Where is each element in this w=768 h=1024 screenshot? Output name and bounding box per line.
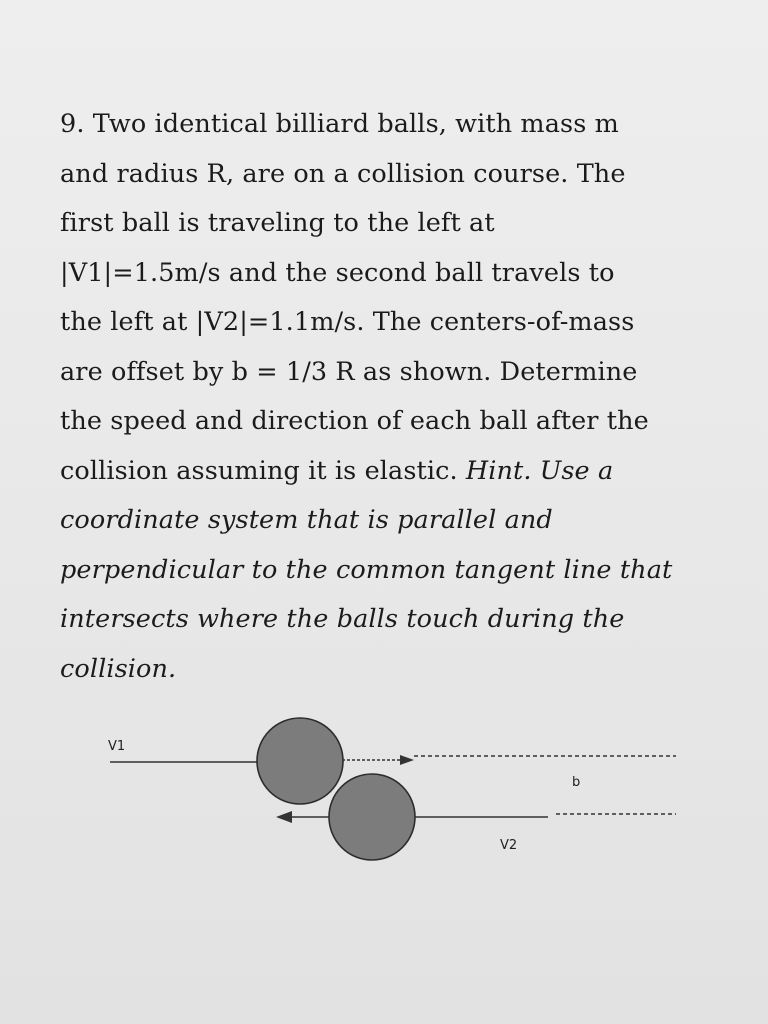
hint-line: collision. — [60, 653, 177, 684]
ball1-arrowhead — [400, 755, 414, 765]
ball-2 — [329, 774, 415, 860]
v1-label: V1 — [108, 739, 126, 754]
problem-line-text: collision assuming it is elastic. — [60, 455, 466, 486]
collision-diagram — [0, 700, 768, 880]
problem-line-mixed — [60, 447, 740, 497]
v2-label: V2 — [500, 838, 518, 853]
problem-line: the left at |V2|=1.1m/s. The centers-of-mass — [60, 307, 635, 337]
problem-line: 9. Two identical billiard balls, with mass m — [60, 109, 619, 139]
ball-1 — [257, 718, 343, 804]
problem-text — [60, 100, 740, 694]
problem-line: the speed and direction of each ball after the — [60, 406, 649, 436]
ball2-arrowhead — [276, 811, 292, 823]
collision-diagram-svg — [0, 700, 768, 880]
hint-line: coordinate system that is parallel and — [60, 505, 553, 535]
problem-line: first ball is traveling to the left at — [60, 208, 495, 238]
problem-line: |V1|=1.5m/s and the second ball travels to — [60, 257, 615, 288]
hint-line: perpendicular to the common tangent line that — [60, 554, 673, 585]
hint-start: Hint. Use a — [465, 455, 614, 486]
problem-line: are offset by b = 1/3 R as shown. Determine — [60, 356, 638, 387]
b-offset-label: b — [572, 775, 581, 790]
problem-line: and radius R, are on a collision course. The — [60, 158, 626, 189]
hint-line: intersects where the balls touch during the — [60, 604, 625, 634]
